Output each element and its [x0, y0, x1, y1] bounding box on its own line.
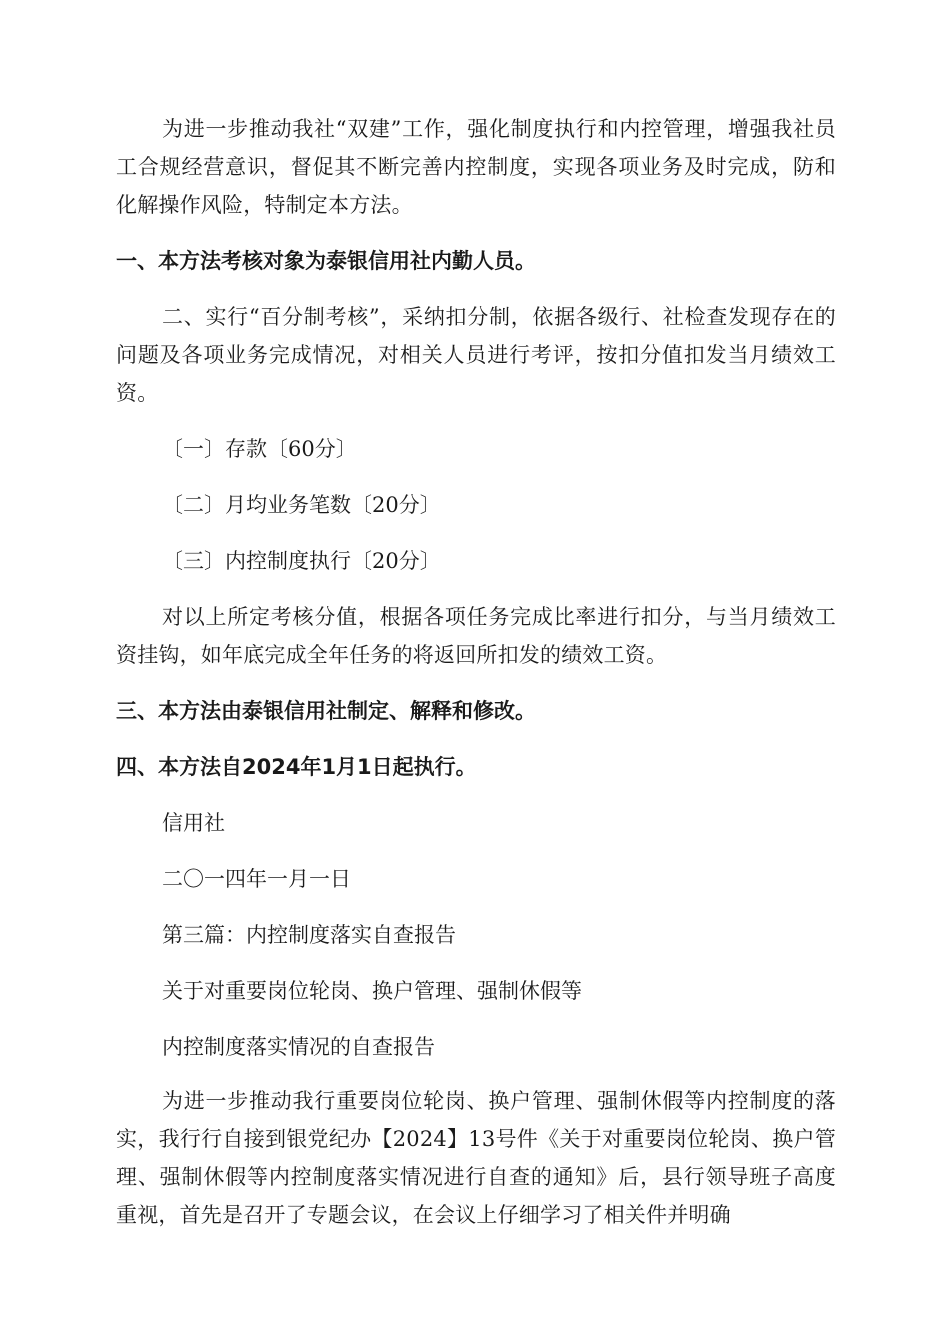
chapter-title: 第三篇：内控制度落实自查报告: [162, 923, 456, 947]
intro-paragraph: 为进一步推动我社“双建”工作，强化制度执行和内控管理，增强我社员工合规经营意识，督促其不断完善内控制度，实现各项业务及时完成，防和化解操作风险，特制定本方法。: [116, 117, 836, 217]
section-heading-1: 一、本方法考核对象为泰银信用社内勤人员。: [116, 249, 536, 273]
report-title-line-1: 关于对重要岗位轮岗、换户管理、强制休假等: [162, 979, 582, 1003]
scoring-paragraph: 对以上所定考核分值，根据各项任务完成比率进行扣分，与当月绩效工资挂钩，如年底完成全年任务的将返回所扣发的绩效工资。: [116, 605, 836, 667]
signature-organization: 信用社: [162, 811, 225, 835]
report-title-line-2: 内控制度落实情况的自查报告: [162, 1035, 435, 1059]
report-body-paragraph: 为进一步推动我行重要岗位轮岗、换户管理、强制休假等内控制度的落实，我行行自接到银党纪办【2024】13号件《关于对重要岗位轮岗、换户管理、强制休假等内控制度落实情况进行自查的通知》后，县行领导班子高度重视，首先是召开了专题会议，在会议上仔细学习了相关件并明确: [116, 1089, 836, 1227]
list-item: 〔二〕月均业务笔数〔20分〕: [162, 493, 441, 517]
section-heading-4: 四、本方法自2024年1月1日起执行。: [116, 755, 477, 779]
list-item: 〔三〕内控制度执行〔20分〕: [162, 549, 441, 573]
section-heading-3: 三、本方法由泰银信用社制定、解释和修改。: [116, 699, 536, 723]
document-page: [116, 110, 836, 1252]
signature-date: 二〇一四年一月一日: [162, 867, 351, 891]
list-item: 〔一〕存款〔60分〕: [162, 437, 357, 461]
section-paragraph-2: 二、实行“百分制考核”，采纳扣分制，依据各级行、社检查发现存在的问题及各项业务完成情况，对相关人员进行考评，按扣分值扣发当月绩效工资。: [116, 305, 836, 405]
